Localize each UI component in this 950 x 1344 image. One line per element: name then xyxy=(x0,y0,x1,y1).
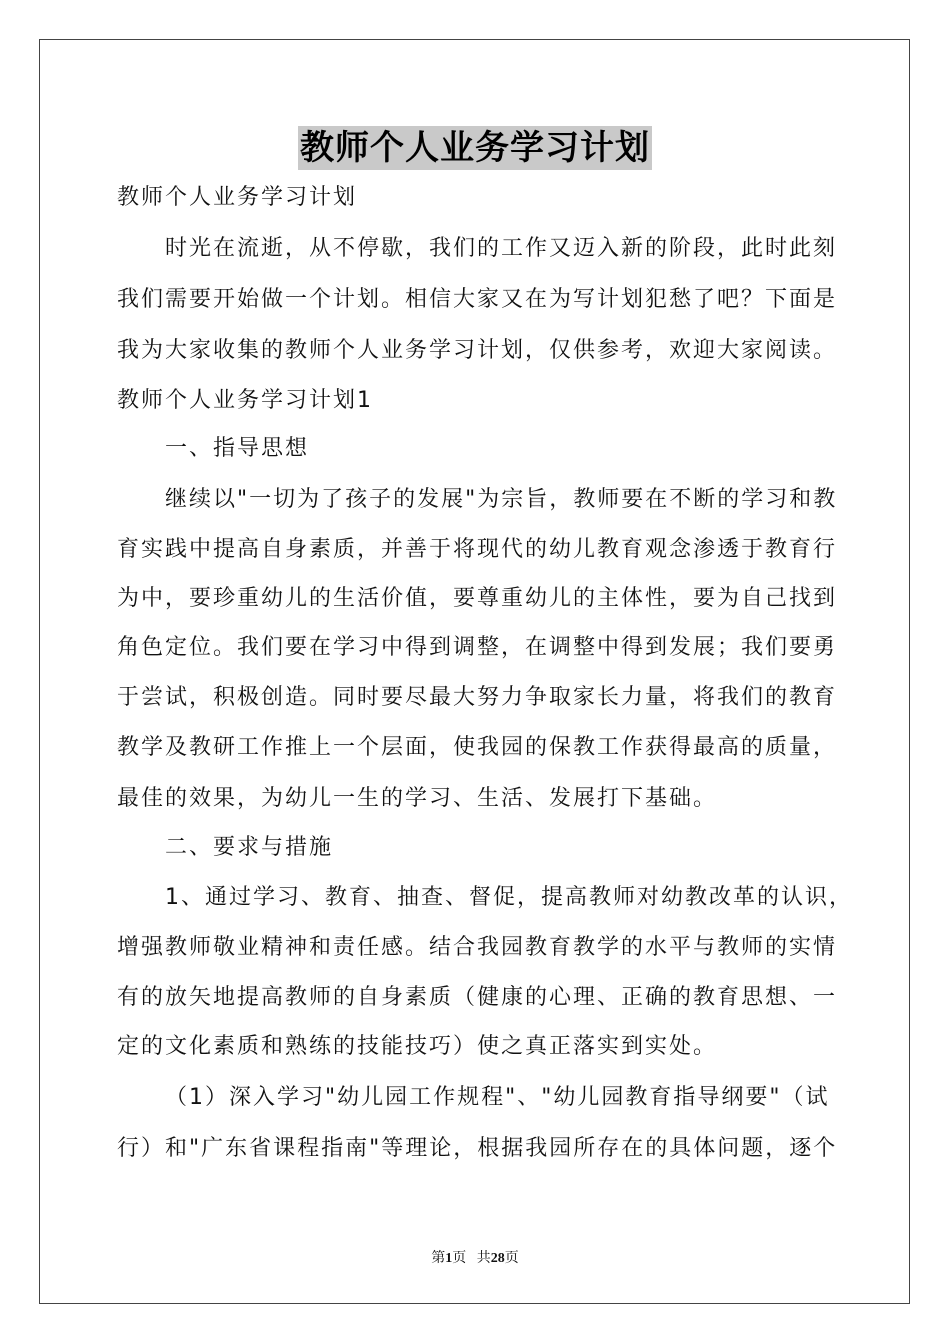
section-heading: 教师个人业务学习计划1 xyxy=(117,388,373,413)
footer-page-prefix: 第 xyxy=(431,1251,446,1266)
footer-total-pages: 28 xyxy=(490,1251,505,1266)
paragraph-line: 增强教师敬业精神和责任感。结合我园教育教学的水平与教师的实情 xyxy=(117,935,838,960)
paragraph-line: 继续以"一切为了孩子的发展"为宗旨，教师要在不断的学习和教 xyxy=(165,487,838,512)
subtitle-line: 教师个人业务学习计划 xyxy=(117,185,358,210)
title-container xyxy=(0,126,950,170)
paragraph-line: 育实践中提高自身素质，并善于将现代的幼儿教育观念渗透于教育行 xyxy=(117,537,838,562)
page-border xyxy=(39,39,910,1304)
footer-total-prefix: 共 xyxy=(476,1251,491,1266)
page-footer xyxy=(0,1247,950,1267)
footer-page-suffix: 页 xyxy=(452,1251,467,1266)
paragraph-line: 1、通过学习、教育、抽查、督促，提高教师对幼教改革的认识， xyxy=(165,885,853,910)
paragraph-line: 定的文化素质和熟练的技能技巧）使之真正落实到实处。 xyxy=(117,1034,718,1059)
paragraph-line: 教学及教研工作推上一个层面，使我园的保教工作获得最高的质量， xyxy=(117,735,838,760)
footer-total-suffix: 页 xyxy=(504,1251,519,1266)
paragraph-line: 最佳的效果，为幼儿一生的学习、生活、发展打下基础。 xyxy=(117,786,718,811)
section-subheading: 二、要求与措施 xyxy=(165,835,334,860)
section-subheading: 一、指导思想 xyxy=(165,436,310,461)
paragraph-line: 我们需要开始做一个计划。相信大家又在为写计划犯愁了吧？下面是 xyxy=(117,287,838,312)
footer-page-number: 1 xyxy=(445,1251,453,1266)
paragraph-line: 为中，要珍重幼儿的生活价值，要尊重幼儿的主体性，要为自己找到 xyxy=(117,586,838,611)
paragraph-line: 有的放矢地提高教师的自身素质（健康的心理、正确的教育思想、一 xyxy=(117,985,838,1010)
document-title: 教师个人业务学习计划 xyxy=(300,128,650,168)
paragraph-line: （1）深入学习"幼儿园工作规程"、"幼儿园教育指导纲要"（试 xyxy=(165,1085,830,1110)
paragraph-line: 行）和"广东省课程指南"等理论，根据我园所存在的具体问题，逐个 xyxy=(117,1136,838,1161)
paragraph-line: 时光在流逝，从不停歇，我们的工作又迈入新的阶段，此时此刻 xyxy=(165,236,838,261)
paragraph-line: 于尝试，积极创造。同时要尽最大努力争取家长力量，将我们的教育 xyxy=(117,685,838,710)
paragraph-line: 角色定位。我们要在学习中得到调整，在调整中得到发展；我们要勇 xyxy=(117,635,838,660)
paragraph-line: 我为大家收集的教师个人业务学习计划，仅供参考，欢迎大家阅读。 xyxy=(117,338,838,363)
